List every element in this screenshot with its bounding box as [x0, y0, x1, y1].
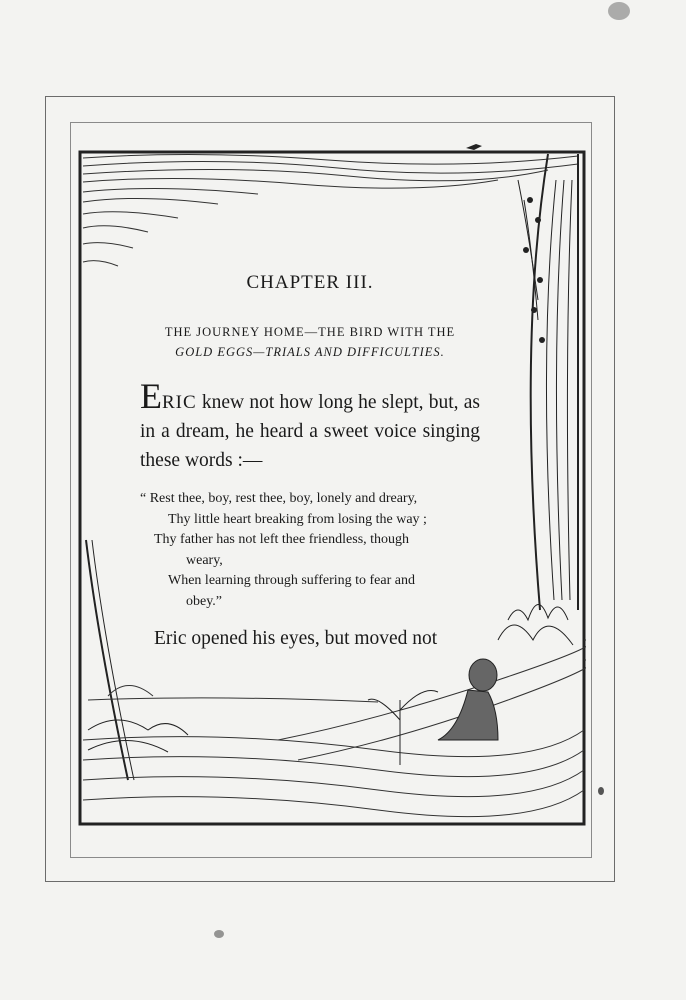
drop-cap: E [140, 376, 162, 416]
subtitle-line: GOLD EGGS—TRIALS AND DIFFICULTIES. [175, 345, 445, 359]
verse-line: When learning through suffering to fear and [168, 573, 415, 588]
verse-line: Thy little heart breaking from losing the way ; [168, 511, 427, 527]
opening-paragraph [140, 376, 480, 475]
subtitle-line: THE JOURNEY HOME—THE BIRD WITH THE [164, 325, 456, 339]
verse-line: weary, [186, 552, 223, 568]
verse-block [140, 489, 480, 612]
verse-line: Thy father has not left thee friendless, though [154, 532, 410, 547]
verse-line: obey.” [186, 593, 223, 609]
closing-line: Eric opened his eyes, but moved not [154, 628, 438, 649]
paper-speck [608, 2, 630, 20]
chapter-title: CHAPTER III. [246, 272, 374, 293]
small-caps-word: RIC [162, 392, 197, 413]
chapter-subtitle [140, 322, 480, 362]
paper-speck [214, 930, 224, 938]
verse-line: “ Rest thee, boy, rest thee, boy, lonely and dreary, [140, 491, 418, 506]
paper-speck [598, 787, 604, 795]
chapter-text [140, 272, 480, 653]
opening-text: knew not how long he slept, but, as in a dream, he heard a sweet voice singing these words :— [140, 392, 480, 471]
